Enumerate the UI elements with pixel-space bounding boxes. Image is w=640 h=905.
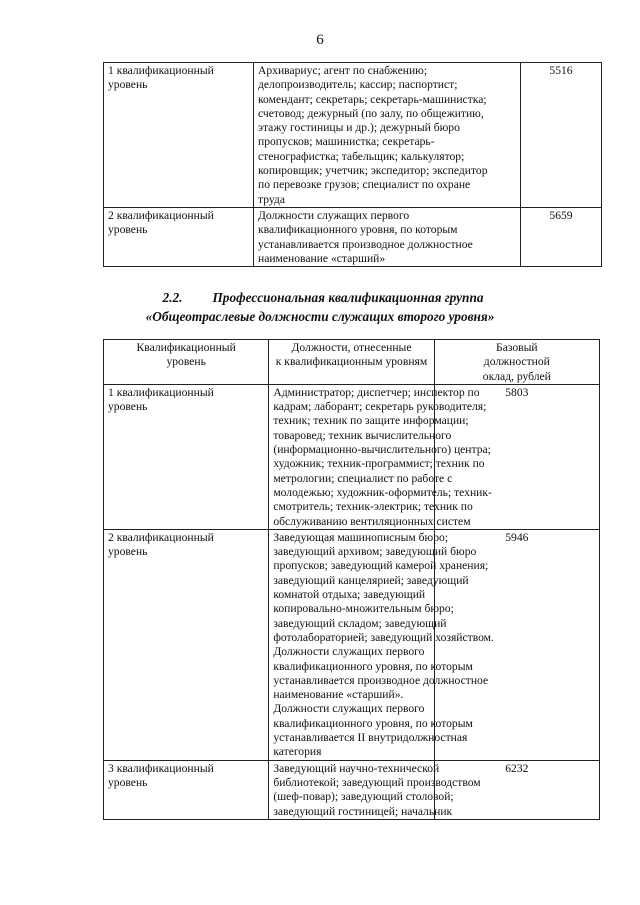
qualification-table xyxy=(103,339,600,820)
section-heading xyxy=(0,290,640,306)
level-cell: 3 квалификационный уровень xyxy=(104,760,269,819)
table-row xyxy=(104,63,602,208)
positions-cell: Администратор; диспетчер; инспектор по кадрам; лаборант; секретарь руководителя; техник; техник по защите информации; товаровед; техник вычислительного (информационно-вычислительного) центра; художник; техник-программист; техник по метрологии; специалист по работе с молодежью; художник-оформитель; техник- смотритель; техник-электрик; техник по обслуживанию вентиляционных систем xyxy=(269,384,434,529)
positions-cell: Должности служащих первого квалификационного уровня, по которым устанавливается производное должностное наименование «старший» xyxy=(254,207,521,266)
level-cell: 1 квалификационный уровень xyxy=(104,384,269,529)
table-row xyxy=(104,760,600,819)
positions-cell: Архивариус; агент по снабжению; делопроизводитель; кассир; паспортист; комендант; секретарь; секретарь-машинистка; счетовод; дежурный (по залу, по общежитию, этажу гостиницы и др.); дежурный бюро пропусков; машинистка; секретарь- стенографистка; табельщик; калькулятор; копировщик; учетчик; экспедитор; экспедитор по перевозке грузов; специалист по охране труда xyxy=(254,63,521,208)
salary-cell: 6232 xyxy=(434,760,599,819)
positions-column-header: Должности, отнесенные к квалификационным уровням xyxy=(269,340,434,385)
level-column-header: Квалификационный уровень xyxy=(104,340,269,385)
salary-cell: 5946 xyxy=(434,529,599,760)
table-row xyxy=(104,384,600,529)
qualification-table-continued xyxy=(103,62,602,267)
level-cell: 2 квалификационный уровень xyxy=(104,529,269,760)
section-number: 2.2. xyxy=(162,290,183,305)
page-number: 6 xyxy=(316,32,324,48)
level-cell: 1 квалификационный уровень xyxy=(104,63,254,208)
positions-cell: Заведующий научно-технической библиотекой; заведующий производством (шеф-повар); заведующий столовой; заведующий гостиницей; начальник xyxy=(269,760,434,819)
salary-column-header: Базовый должностной оклад, рублей xyxy=(434,340,599,385)
salary-cell: 5659 xyxy=(521,207,602,266)
section-subtitle: «Общеотраслевые должности служащих второго уровня» xyxy=(145,309,495,324)
table-row xyxy=(104,207,602,266)
salary-cell: 5803 xyxy=(434,384,599,529)
salary-cell: 5516 xyxy=(521,63,602,208)
table-row xyxy=(104,529,600,760)
level-cell: 2 квалификационный уровень xyxy=(104,207,254,266)
positions-cell: Заведующая машинописным бюро; заведующий архивом; заведующий бюро пропусков; заведующий камерой хранения; заведующий канцелярией; заведующий комнатой отдыха; заведующий копировально-множительным бюро; заведующий складом; заведующий фотолабораторией; заведующий хозяйством. Должности служащих первого квалификационного уровня, по которым устанавливается производное должностное наименование «старший». Должности служащих первого квалификационного уровня, по которым устанавливается II внутридолжностная категория xyxy=(269,529,434,760)
section-title: Профессиональная квалификационная группа xyxy=(212,290,484,305)
table-header-row xyxy=(104,340,600,385)
